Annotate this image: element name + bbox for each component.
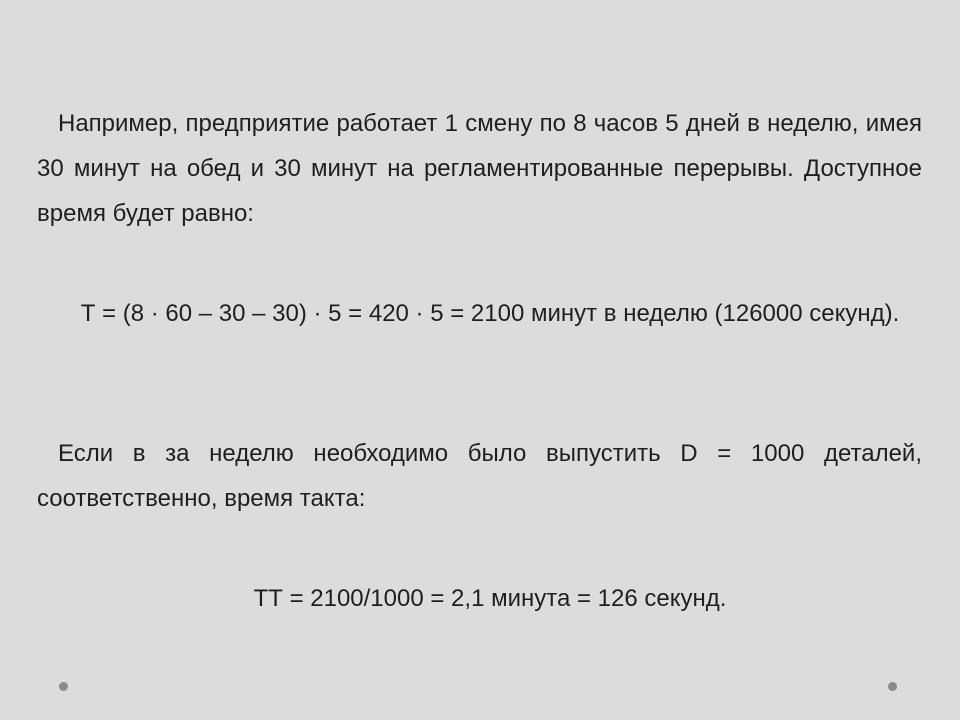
left-bullet-dot xyxy=(59,682,68,691)
example-paragraph: Например, предприятие работает 1 смену по 8 часов 5 дней в неделю, имея 30 минут на обед и 30 минут на регламентированные перерывы. Доступное время будет равно: xyxy=(37,110,922,227)
right-bullet-dot xyxy=(888,682,897,691)
available-time-formula: Т = (8 · 60 – 30 – 30) · 5 = 420 · 5 = 2100 минут в неделю (126000 секунд). xyxy=(80,300,900,327)
takt-time-formula: ТТ = 2100/1000 = 2,1 минута = 126 секунд. xyxy=(253,585,727,612)
demand-paragraph: Если в за неделю необходимо было выпустить D = 1000 деталей, соответственно, время такта: xyxy=(37,440,922,512)
